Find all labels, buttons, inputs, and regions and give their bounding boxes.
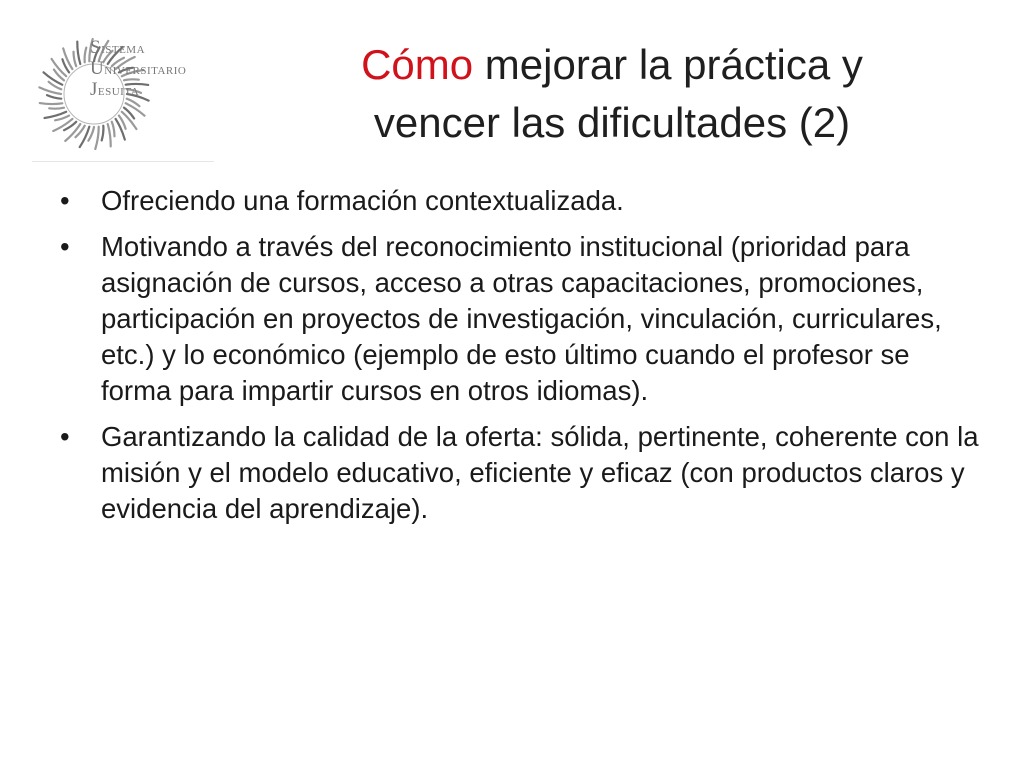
emblem-ray (40, 103, 63, 104)
logo-line-3: Jesuita (90, 79, 140, 100)
title-line-2: vencer las dificultades (2) (373, 99, 851, 146)
bullet-item (60, 419, 980, 527)
sistema-universitario-jesuita-logo (32, 30, 214, 162)
bullet-marker: • (60, 421, 70, 452)
bullet-item (60, 229, 980, 409)
bullet-item (60, 183, 980, 219)
title-line-1-rest: mejorar la práctica y (473, 41, 863, 88)
bullet-text: Ofreciendo una formación contextualizada. (101, 185, 624, 216)
logo-line-1: Sistema (90, 37, 146, 58)
emblem-ray (124, 108, 134, 119)
bullet-text: Garantizando la calidad de la oferta: sólida, pertinente, coherente con la misión y el modelo educativo, eficiente y eficaz (con productos claros y evidencia del aprendizaje). (101, 421, 979, 524)
emblem-ray (44, 72, 63, 84)
emblem-ray (74, 52, 77, 66)
emblem-ray (102, 126, 104, 141)
emblem-ray (85, 48, 87, 63)
emblem-ray (126, 103, 145, 115)
emblem-ray (108, 124, 111, 146)
logo-divider (32, 161, 214, 162)
emblem-ray (45, 112, 67, 118)
bullet-marker: • (60, 185, 70, 216)
emblem-ray (95, 127, 98, 149)
emblem-ray (77, 42, 80, 64)
emblem-ray (112, 122, 115, 137)
emblem-ray (54, 70, 64, 81)
emblem-ray (47, 95, 61, 99)
logo-wordmark (90, 38, 186, 101)
bullet-list (60, 183, 980, 537)
bullet-marker: • (60, 231, 70, 262)
bullet-text: Motivando a través del reconocimiento institucional (prioridad para asignación de cursos, acceso a otras capacitaciones, promociones, participación en proyectos de investigación, vinculación, curriculares, etc.) y lo económico (ejemplo de esto último cuando el profesor se forma para impartir cursos en otros idiomas). (101, 231, 942, 406)
emblem-ray (65, 124, 80, 141)
slide-title (232, 36, 992, 152)
logo-line-2: Universitario (90, 58, 187, 79)
title-accent-word: Cómo (361, 41, 474, 88)
emblem-ray (49, 108, 64, 109)
